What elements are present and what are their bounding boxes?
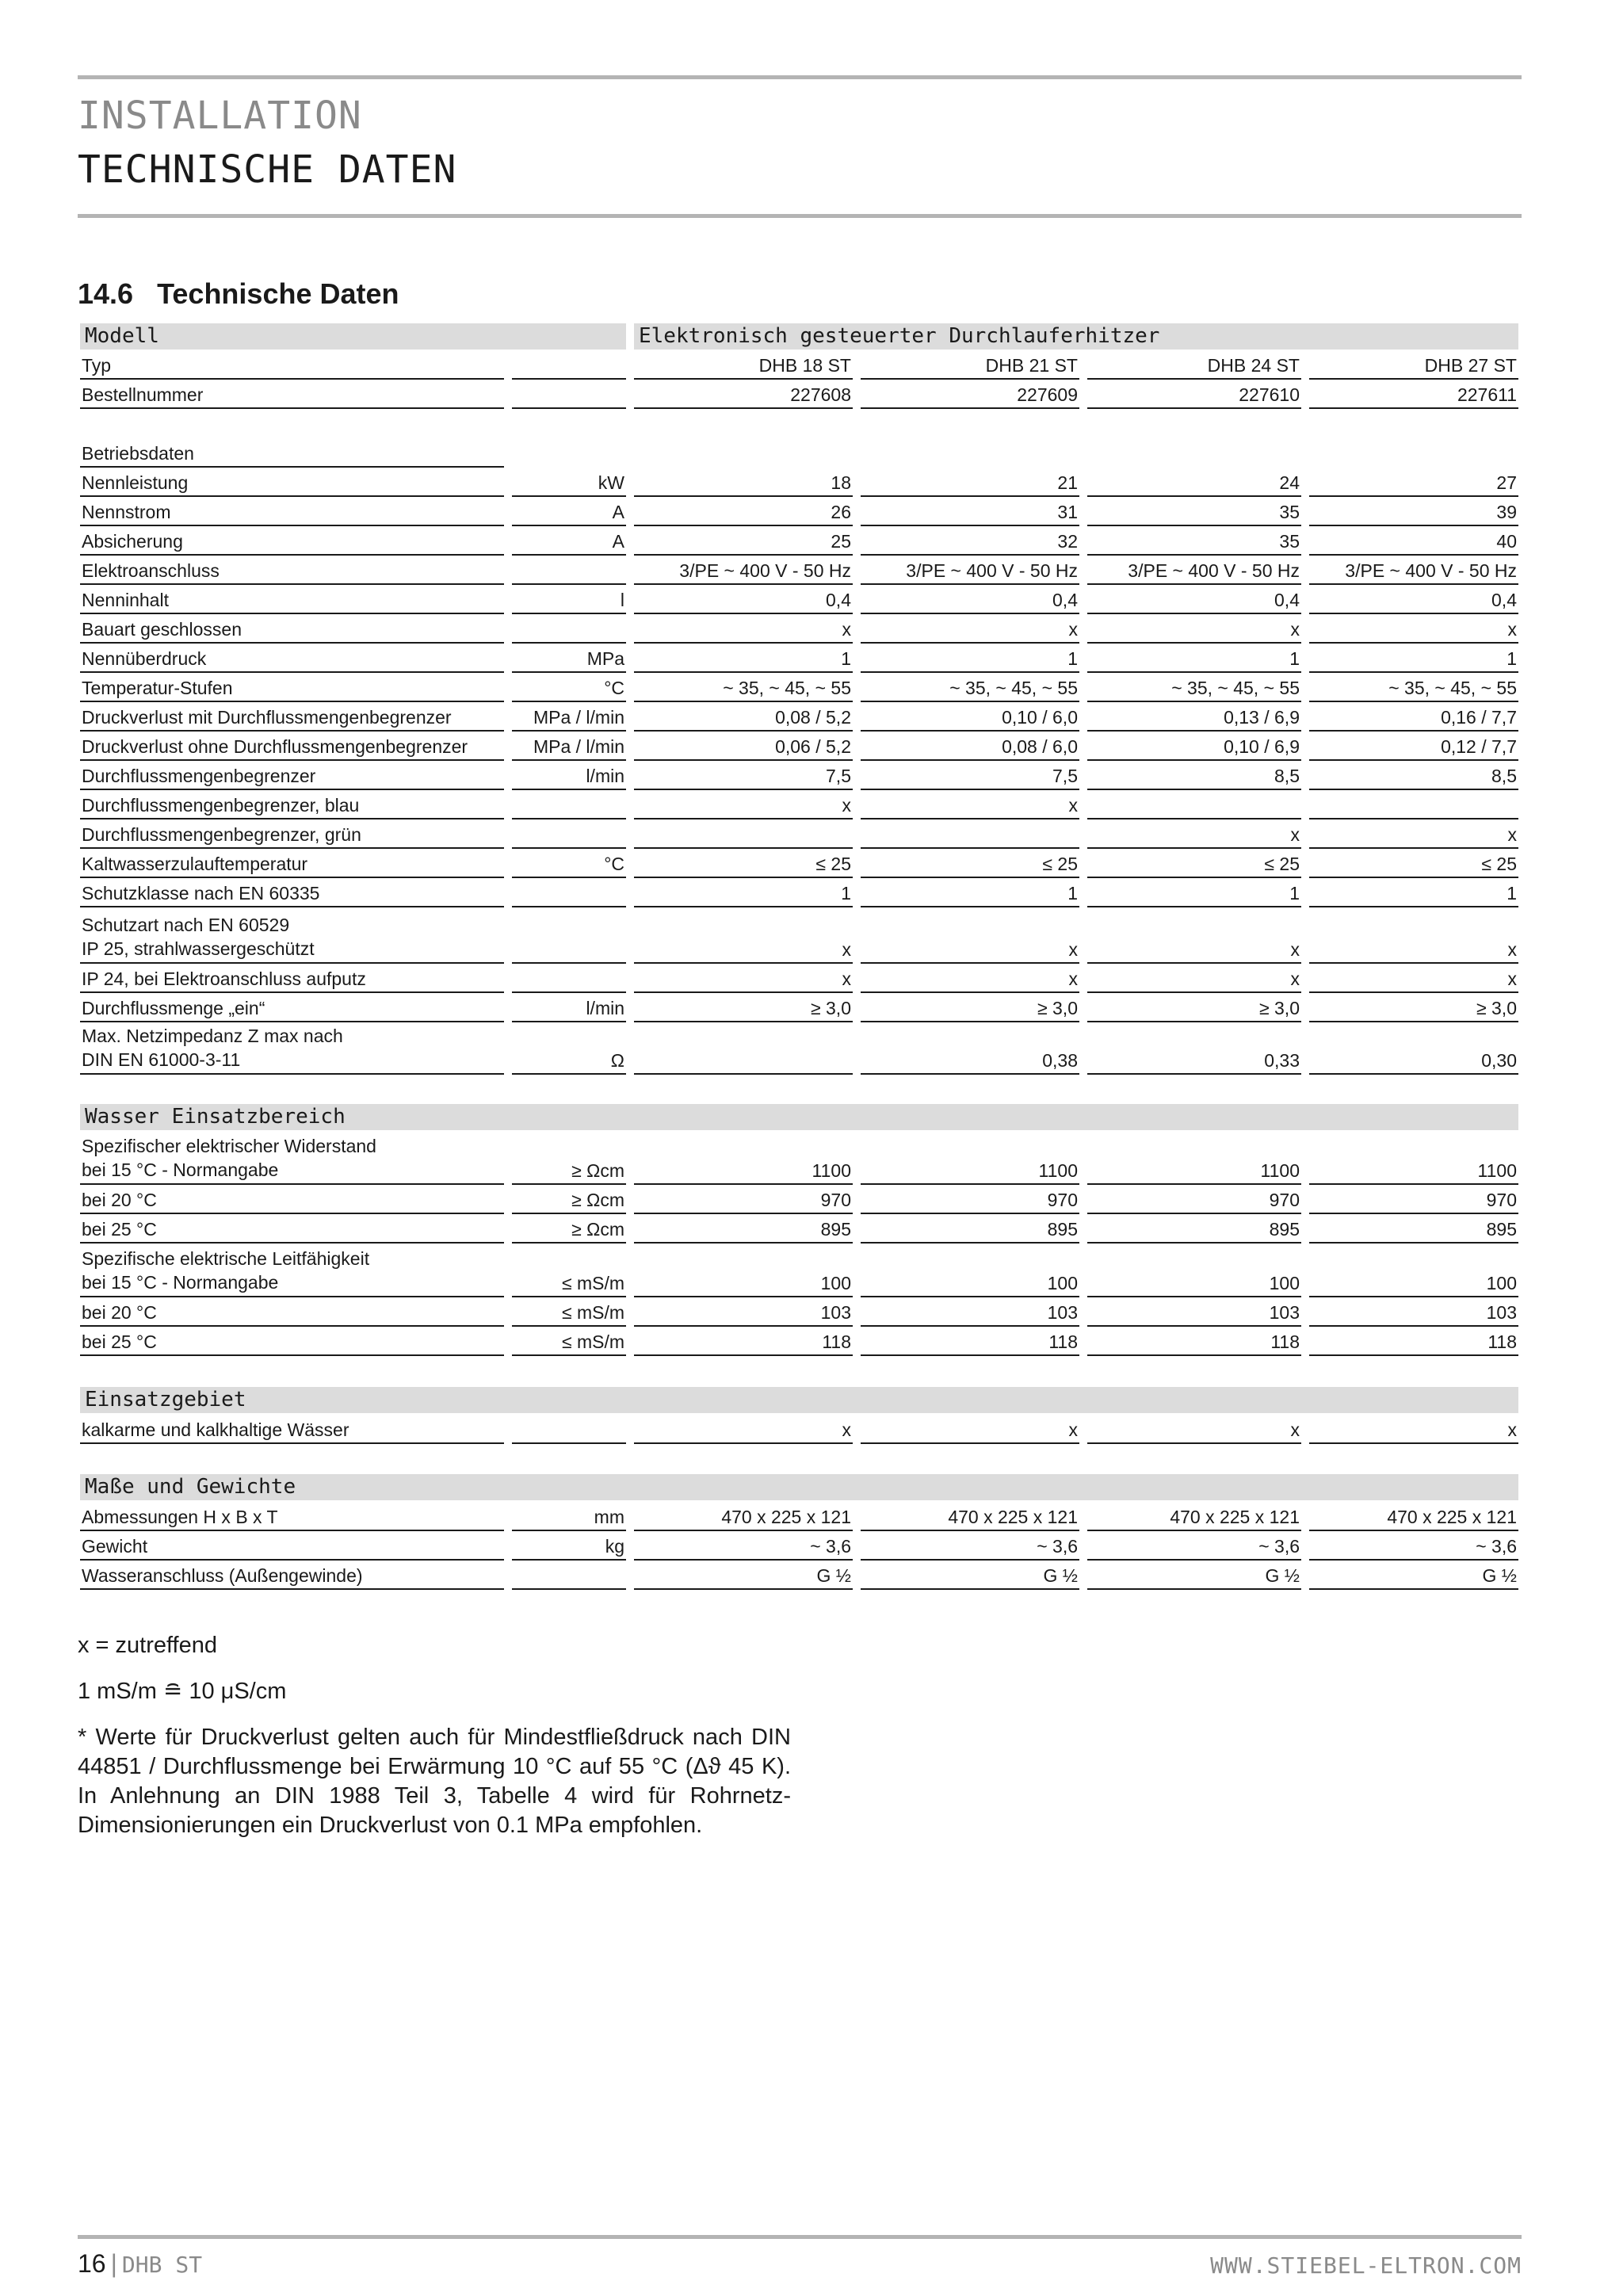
row-unit: A [512, 497, 626, 526]
band-model-value: Elektronisch gesteuerter Durchlauferhitzer [634, 323, 1518, 350]
row-unit: MPa / l/min [512, 702, 626, 732]
row-label: Durchflussmengenbegrenzer [80, 761, 504, 790]
table-row [0, 1024, 1623, 1075]
row-value: 895 [861, 1214, 1079, 1244]
row-unit: mm [512, 1502, 626, 1531]
row-label: kalkarme und kalkhaltige Wässer [80, 1415, 504, 1444]
row-value: 25 [634, 526, 853, 556]
row-value: x [1087, 913, 1301, 964]
row-value: ~ 35, ~ 45, ~ 55 [861, 673, 1079, 702]
row-value: 1 [634, 644, 853, 673]
row-value: 0,33 [1087, 1024, 1301, 1075]
row-value: x [1087, 1415, 1301, 1444]
row-label: Nenninhalt [80, 585, 504, 614]
table-row [0, 468, 1623, 497]
row-value: x [861, 614, 1079, 644]
row-label: Nennüberdruck [80, 644, 504, 673]
table-row [0, 644, 1623, 673]
group-label-betriebsdaten: Betriebsdaten [80, 438, 504, 468]
band-einsatzgebiet: Einsatzgebiet [80, 1387, 1518, 1413]
header-rule [78, 214, 1522, 218]
row-value: 0,4 [634, 585, 853, 614]
row-label [80, 913, 504, 964]
footer-rule [78, 2235, 1522, 2239]
table-row [0, 673, 1623, 702]
row-value: 1100 [1087, 1134, 1301, 1185]
row-value: 0,38 [861, 1024, 1079, 1075]
table-row [0, 913, 1623, 964]
row-unit: ≥ Ωcm [512, 1185, 626, 1214]
row-label: Gewicht [80, 1531, 504, 1561]
row-unit: l [512, 585, 626, 614]
row-value: 227611 [1309, 380, 1518, 409]
row-value: 1100 [1309, 1134, 1518, 1185]
footer-page-info [78, 2249, 202, 2279]
row-label-line2: DIN EN 61000-3-11 [82, 1049, 241, 1070]
row-label: Bestellnummer [80, 380, 504, 409]
row-value: 970 [1309, 1185, 1518, 1214]
header-category: INSTALLATION [78, 94, 362, 138]
row-value: ~ 3,6 [861, 1531, 1079, 1561]
footer-website: WWW.STIEBEL-ELTRON.COM [1210, 2252, 1522, 2279]
row-unit: A [512, 526, 626, 556]
section-heading: Technische Daten [157, 277, 399, 310]
row-value: 7,5 [634, 761, 853, 790]
row-label-line2: IP 25, strahlwassergeschützt [82, 938, 315, 959]
row-unit: kW [512, 468, 626, 497]
row-value: 8,5 [1309, 761, 1518, 790]
page-number: 16 [78, 2249, 106, 2278]
row-value: 0,10 / 6,0 [861, 702, 1079, 732]
row-value [861, 819, 1079, 849]
table-row [0, 585, 1623, 614]
row-label: Absicherung [80, 526, 504, 556]
row-value: 1 [1087, 878, 1301, 907]
row-label: IP 24, bei Elektroanschluss aufputz [80, 964, 504, 993]
row-value: 1100 [861, 1134, 1079, 1185]
section-number: 14.6 [78, 277, 134, 310]
row-value: x [861, 1415, 1079, 1444]
table-row [0, 1415, 1623, 1444]
row-label: bei 20 °C [80, 1185, 504, 1214]
row-value: 227608 [634, 380, 853, 409]
table-row [0, 350, 1623, 380]
row-label: Nennstrom [80, 497, 504, 526]
table-row [0, 849, 1623, 878]
row-unit [512, 1415, 626, 1444]
table-row [0, 732, 1623, 761]
header-title: TECHNISCHE DATEN [78, 147, 457, 192]
row-value: ~ 35, ~ 45, ~ 55 [1087, 673, 1301, 702]
row-value: 100 [861, 1247, 1079, 1297]
row-value: x [861, 790, 1079, 819]
band-masse-gewichte: Maße und Gewichte [80, 1474, 1518, 1500]
row-unit [512, 790, 626, 819]
row-value: 35 [1087, 526, 1301, 556]
row-value: 0,10 / 6,9 [1087, 732, 1301, 761]
row-value: DHB 24 ST [1087, 350, 1301, 380]
table-row [0, 1297, 1623, 1327]
row-unit: l/min [512, 761, 626, 790]
row-value: x [1087, 819, 1301, 849]
row-value: 100 [1309, 1247, 1518, 1297]
row-value: ~ 3,6 [1309, 1531, 1518, 1561]
table-row [0, 702, 1623, 732]
table-row [0, 878, 1623, 907]
row-unit [512, 380, 626, 409]
row-value [1087, 790, 1301, 819]
row-value: 1 [1309, 878, 1518, 907]
top-rule [78, 75, 1522, 79]
row-value: x [1087, 614, 1301, 644]
footer-separator: | [110, 2249, 117, 2278]
table-row [0, 556, 1623, 585]
row-value: 7,5 [861, 761, 1079, 790]
row-value: 100 [634, 1247, 853, 1297]
row-label: Schutzklasse nach EN 60335 [80, 878, 504, 907]
row-value: DHB 27 ST [1309, 350, 1518, 380]
row-value: 0,08 / 6,0 [861, 732, 1079, 761]
row-value: x [1309, 913, 1518, 964]
row-label: Abmessungen H x B x T [80, 1502, 504, 1531]
row-value: G ½ [861, 1561, 1079, 1590]
row-value: 970 [861, 1185, 1079, 1214]
row-unit: l/min [512, 993, 626, 1022]
row-value: 3/PE ~ 400 V - 50 Hz [634, 556, 853, 585]
table-row [0, 1327, 1623, 1356]
row-value: 1100 [634, 1134, 853, 1185]
row-unit [512, 1561, 626, 1590]
row-value: DHB 21 ST [861, 350, 1079, 380]
row-value: 118 [1309, 1327, 1518, 1356]
table-row [0, 1247, 1623, 1297]
row-value: 0,16 / 7,7 [1309, 702, 1518, 732]
row-value: 470 x 225 x 121 [1087, 1502, 1301, 1531]
row-value: 103 [1087, 1297, 1301, 1327]
row-value: ≤ 25 [861, 849, 1079, 878]
table-row [0, 819, 1623, 849]
row-unit [512, 819, 626, 849]
row-value: ≥ 3,0 [1309, 993, 1518, 1022]
row-unit: ≥ Ωcm [512, 1214, 626, 1244]
row-value: ≤ 25 [1309, 849, 1518, 878]
row-value [1309, 790, 1518, 819]
row-value: 1 [1087, 644, 1301, 673]
row-value: x [634, 614, 853, 644]
table-row [0, 1214, 1623, 1244]
row-value: 26 [634, 497, 853, 526]
row-unit: ≤ mS/m [512, 1297, 626, 1327]
row-value: 227610 [1087, 380, 1301, 409]
row-value: ~ 3,6 [1087, 1531, 1301, 1561]
row-value: 470 x 225 x 121 [634, 1502, 853, 1531]
row-value: 470 x 225 x 121 [1309, 1502, 1518, 1531]
footer-product: DHB ST [121, 2252, 203, 2278]
conversion-note: 1 mS/m ≘ 10 μS/cm [78, 1679, 287, 1704]
row-unit: MPa / l/min [512, 732, 626, 761]
row-value: 24 [1087, 468, 1301, 497]
row-value: 103 [1309, 1297, 1518, 1327]
row-value: 3/PE ~ 400 V - 50 Hz [1087, 556, 1301, 585]
row-value: ~ 35, ~ 45, ~ 55 [1309, 673, 1518, 702]
row-unit: kg [512, 1531, 626, 1561]
row-label: Elektroanschluss [80, 556, 504, 585]
row-value: 103 [634, 1297, 853, 1327]
row-value: x [634, 1415, 853, 1444]
row-label-line1: Spezifischer elektrischer Widerstand [82, 1136, 376, 1156]
row-label: Durchflussmengenbegrenzer, grün [80, 819, 504, 849]
row-value: 3/PE ~ 400 V - 50 Hz [861, 556, 1079, 585]
row-value: 0,08 / 5,2 [634, 702, 853, 732]
table-row [0, 761, 1623, 790]
row-value: x [634, 913, 853, 964]
row-label: Durchflussmengenbegrenzer, blau [80, 790, 504, 819]
row-value: x [634, 964, 853, 993]
row-unit [512, 614, 626, 644]
row-label [80, 1134, 504, 1185]
row-value: ≥ 3,0 [634, 993, 853, 1022]
row-value: 118 [1087, 1327, 1301, 1356]
row-unit: °C [512, 849, 626, 878]
row-unit: ≤ mS/m [512, 1327, 626, 1356]
band-wasser-einsatzbereich: Wasser Einsatzbereich [80, 1104, 1518, 1130]
row-label-line1: Max. Netzimpedanz Z max nach [82, 1026, 343, 1046]
row-value: G ½ [1087, 1561, 1301, 1590]
row-value: x [1087, 964, 1301, 993]
table-row [0, 497, 1623, 526]
row-label [80, 1247, 504, 1297]
row-unit [512, 556, 626, 585]
row-label-line1: Spezifische elektrische Leitfähigkeit [82, 1248, 370, 1269]
row-label: Druckverlust ohne Durchflussmengenbegrenzer [80, 732, 504, 761]
row-value: 227609 [861, 380, 1079, 409]
row-value: ~ 35, ~ 45, ~ 55 [634, 673, 853, 702]
table-row [0, 993, 1623, 1022]
table-row [0, 380, 1623, 409]
row-value: 0,4 [1309, 585, 1518, 614]
row-value: ≤ 25 [1087, 849, 1301, 878]
row-value: G ½ [634, 1561, 853, 1590]
row-value: 8,5 [1087, 761, 1301, 790]
row-unit: ≥ Ωcm [512, 1134, 626, 1185]
row-value: x [634, 790, 853, 819]
row-value: 118 [861, 1327, 1079, 1356]
row-label [80, 1024, 504, 1075]
row-value: 32 [861, 526, 1079, 556]
row-value: 100 [1087, 1247, 1301, 1297]
row-value: 0,4 [861, 585, 1079, 614]
row-value: 27 [1309, 468, 1518, 497]
row-label: bei 25 °C [80, 1214, 504, 1244]
row-value: 3/PE ~ 400 V - 50 Hz [1309, 556, 1518, 585]
row-unit: ≤ mS/m [512, 1247, 626, 1297]
row-value: DHB 18 ST [634, 350, 853, 380]
row-value: x [861, 913, 1079, 964]
row-value: ≥ 3,0 [1087, 993, 1301, 1022]
row-value: x [1309, 1415, 1518, 1444]
row-value: 470 x 225 x 121 [861, 1502, 1079, 1531]
row-value: 1 [861, 878, 1079, 907]
row-value: 103 [861, 1297, 1079, 1327]
row-value: 0,13 / 6,9 [1087, 702, 1301, 732]
row-label: bei 25 °C [80, 1327, 504, 1356]
row-label: bei 20 °C [80, 1297, 504, 1327]
row-unit [512, 913, 626, 964]
row-value: ≤ 25 [634, 849, 853, 878]
section-title [78, 277, 399, 311]
row-value: 21 [861, 468, 1079, 497]
row-label: Bauart geschlossen [80, 614, 504, 644]
row-label: Wasseranschluss (Außengewinde) [80, 1561, 504, 1590]
row-unit [512, 878, 626, 907]
row-value: G ½ [1309, 1561, 1518, 1590]
table-row [0, 1185, 1623, 1214]
row-label: Typ [80, 350, 504, 380]
row-value: 895 [634, 1214, 853, 1244]
table-row [0, 1134, 1623, 1185]
table-row [0, 964, 1623, 993]
table-row [0, 526, 1623, 556]
row-value: 35 [1087, 497, 1301, 526]
row-value: 1 [861, 644, 1079, 673]
row-value: ≥ 3,0 [861, 993, 1079, 1022]
footnote: * Werte für Druckverlust gelten auch für Mindestfließdruck nach DIN 44851 / Durchflussmenge bei Erwärmung 10 °C auf 55 °C (Δϑ 45 K). In Anlehnung an DIN 1988 Teil 3, Tabelle 4 wird für Rohrnetz-Dimensionierungen ein Druckverlust von 0.1 MPa empfohlen. [78, 1725, 791, 1838]
row-label: Nennleistung [80, 468, 504, 497]
row-value: 970 [1087, 1185, 1301, 1214]
row-value: 40 [1309, 526, 1518, 556]
row-unit: Ω [512, 1024, 626, 1075]
row-value: 0,30 [1309, 1024, 1518, 1075]
band-gap [626, 323, 634, 350]
row-value: 0,12 / 7,7 [1309, 732, 1518, 761]
row-label: Druckverlust mit Durchflussmengenbegrenzer [80, 702, 504, 732]
row-value: 118 [634, 1327, 853, 1356]
row-label: Durchflussmenge „ein“ [80, 993, 504, 1022]
row-value: 31 [861, 497, 1079, 526]
row-value: 895 [1309, 1214, 1518, 1244]
row-value: 0,4 [1087, 585, 1301, 614]
legend-note: x = zutreffend [78, 1633, 217, 1658]
row-label: Temperatur-Stufen [80, 673, 504, 702]
row-value: x [1309, 614, 1518, 644]
row-unit: MPa [512, 644, 626, 673]
row-value: 1 [1309, 644, 1518, 673]
row-value: ~ 3,6 [634, 1531, 853, 1561]
row-unit [512, 964, 626, 993]
table-row [0, 790, 1623, 819]
row-value: 1 [634, 878, 853, 907]
row-value: 895 [1087, 1214, 1301, 1244]
row-value: x [1309, 964, 1518, 993]
table-row [0, 1531, 1623, 1561]
row-label-line1: Schutzart nach EN 60529 [82, 915, 290, 935]
band-model-label: Modell [80, 323, 1518, 350]
row-value: 18 [634, 468, 853, 497]
table-row [0, 1561, 1623, 1590]
row-value [634, 819, 853, 849]
table-row [0, 1502, 1623, 1531]
row-value: 39 [1309, 497, 1518, 526]
row-label-line2: bei 15 °C - Normangabe [82, 1159, 279, 1180]
row-unit: °C [512, 673, 626, 702]
row-value: 0,06 / 5,2 [634, 732, 853, 761]
row-value: x [1309, 819, 1518, 849]
row-value: 970 [634, 1185, 853, 1214]
row-label: Kaltwasserzulauftemperatur [80, 849, 504, 878]
table-row [0, 614, 1623, 644]
row-value [634, 1024, 853, 1075]
row-unit [512, 350, 626, 380]
row-label-line2: bei 15 °C - Normangabe [82, 1272, 279, 1293]
row-value: x [861, 964, 1079, 993]
